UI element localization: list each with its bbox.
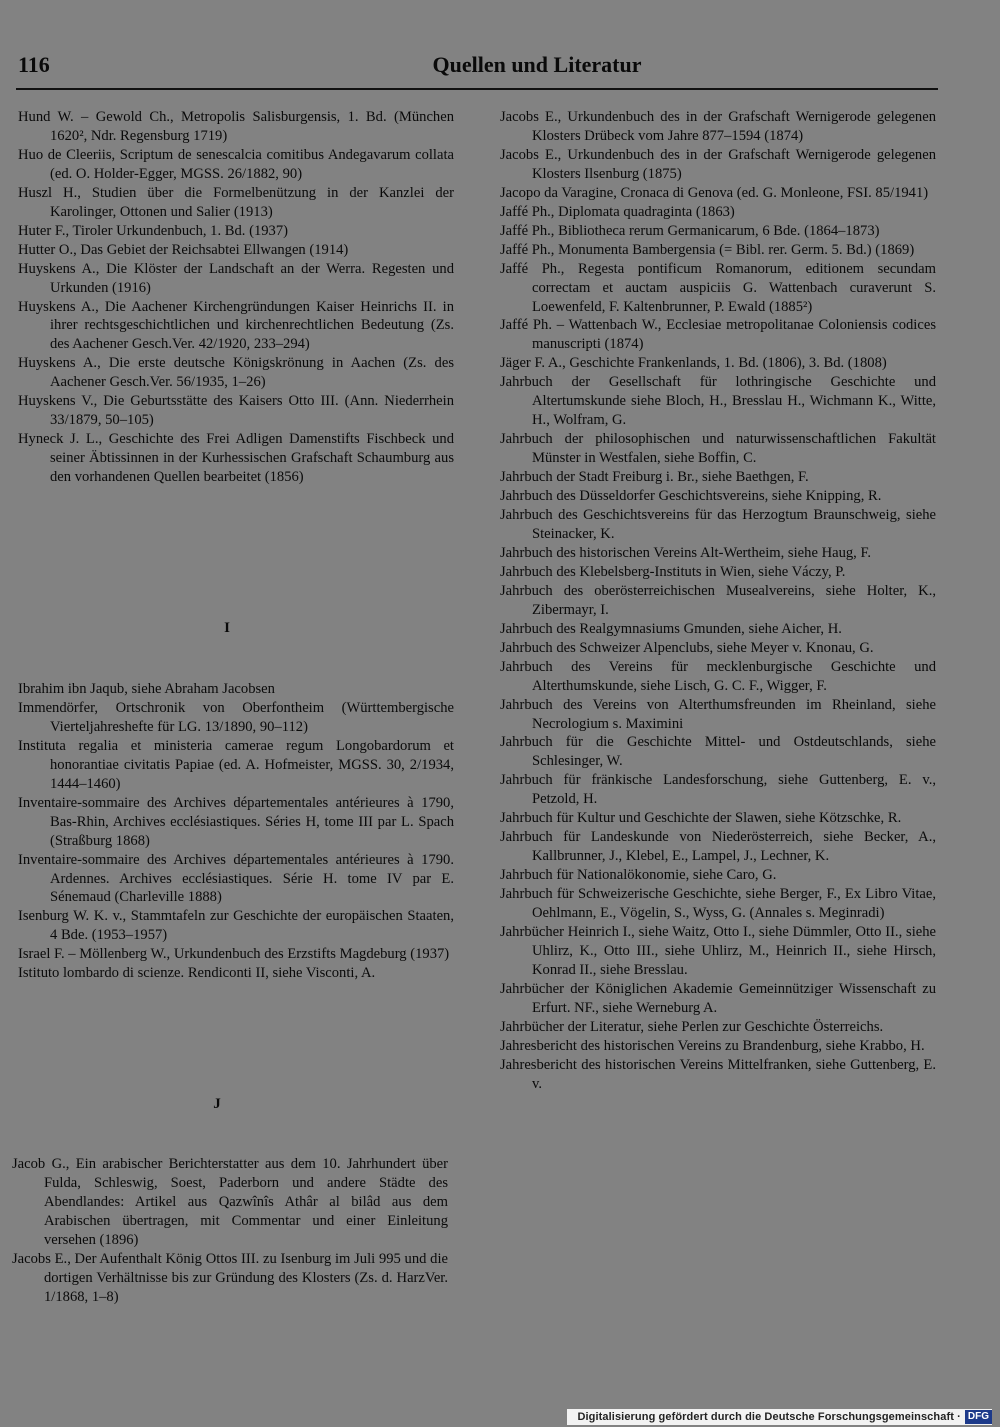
bibliography-entry: Jacobs E., Der Aufenthalt König Ottos III. zu Isenburg im Juli 995 und die dortigen Verhältnisse bis zur Gründung des Klosters (Zs. d. HarzVer. 1/1868, 1–8) (12, 1250, 448, 1305)
bibliography-entry: Jahrbuch des historischen Vereins Alt-Wertheim, siehe Haug, F. (500, 544, 872, 561)
bibliography-entry: Jahrbuch für die Geschichte Mittel- und Ostdeutschlands, siehe Schlesinger, W. (500, 734, 936, 770)
bibliography-entry: Israel F. – Möllenberg W., Urkundenbuch des Erzstifts Magdeburg (1937) (18, 946, 450, 963)
bibliography-entry: Huter F., Tiroler Urkundenbuch, 1. Bd. (1937) (18, 222, 289, 239)
bibliography-entry: Jahresbericht des historischen Vereins Mittelfranken, siehe Guttenberg, E. v. (500, 1056, 936, 1092)
bibliography-entry: Jahrbuch der Stadt Freiburg i. Br., siehe Baethgen, F. (500, 469, 809, 486)
left-column-i (18, 680, 454, 983)
bibliography-entry: Istituto lombardo di scienze. Rendiconti II, siehe Visconti, A. (18, 965, 376, 982)
section-heading-j: J (213, 1096, 221, 1112)
bibliography-entry: Jaffé Ph., Diplomata quadraginta (1863) (500, 203, 735, 220)
bibliography-entry: Jahrbuch für Kultur und Geschichte der Slawen, siehe Kötzschke, R. (500, 810, 902, 827)
bibliography-entry: Jahresbericht des historischen Vereins zu Brandenburg, siehe Krabbo, H. (500, 1037, 925, 1054)
entries-h (18, 108, 454, 487)
bibliography-entry: Jaffé Ph., Bibliotheca rerum Germanicarum, 6 Bde. (1864–1873) (500, 222, 880, 239)
bibliography-entry: Inventaire-sommaire des Archives départementales antérieures à 1790, Bas-Rhin, Archives ecclésiastiques. Séries H, tome III par L. Spach (Straßburg 1868) (18, 794, 454, 849)
bibliography-entry: Jahrbuch des oberösterreichischen Musealvereins, siehe Holter, K., Zibermayr, I. (500, 582, 936, 618)
bibliography-entry: Huszl H., Studien über die Formelbenützung in der Kanzlei der Karolinger, Ottonen und Salier (1913) (18, 184, 454, 220)
bibliography-entry: Jäger F. A., Geschichte Frankenlands, 1. Bd. (1806), 3. Bd. (1808) (500, 355, 887, 372)
bibliography-entry: Jaffé Ph. – Wattenbach W., Ecclesiae metropolitanae Coloniensis codices manuscripti (1874) (500, 317, 936, 353)
bibliography-entry: Jahrbuch für Landeskunde von Niederösterreich, siehe Becker, A., Kallbrunner, J., Klebel, E., Lampel, J., Lechner, K. (500, 829, 936, 865)
bibliography-entry: Jahrbücher der Literatur, siehe Perlen zur Geschichte Österreichs. (500, 1018, 884, 1035)
bibliography-entry: Instituta regalia et ministeria camerae regum Longobardorum et honorantiae civitatis Papiae (ed. A. Hofmeister, MGSS. 30, 2/1934, 1444–1460) (18, 737, 454, 792)
bibliography-entry: Immendörfer, Ortschronik von Oberfontheim (Württembergische Vierteljahreshefte für LG. 13/1890, 90–112) (18, 699, 454, 735)
bibliography-entry: Huyskens V., Die Geburtsstätte des Kaisers Otto III. (Ann. Niederrhein 33/1879, 50–105) (18, 393, 454, 429)
bibliography-entry: Jahrbuch der Gesellschaft für lothringische Geschichte und Altertumskunde siehe Bloch, H., Bresslau H., Wichmann K., Witte, H., Wolfram, G. (500, 374, 936, 429)
bibliography-entry: Hyneck J. L., Geschichte des Frei Adligen Damenstifts Fischbeck und seiner Äbtissinnen in der Kurhessischen Grafschaft Schaumburg aus den vorhandenen Quellen bearbeitet (1856) (18, 431, 454, 486)
entries-j (12, 1155, 448, 1307)
bibliography-entry: Huo de Cleeriis, Scriptum de senescalcia comitibus Andegavarum collata (ed. O. Holder-Egger, MGSS. 26/1882, 90) (18, 146, 454, 182)
bibliography-entry: Jacob G., Ein arabischer Berichterstatter aus dem 10. Jahrhundert über Fulda, Schleswig, Soest, Paderborn und andere Städte des Abendlandes: Artikel aus Qazwînîs Athâr al bilâd aus dem Arabischen übertragen, mit Commentar und einer Einleitung versehen (1896) (12, 1156, 448, 1248)
bibliography-entry: Huyskens A., Die erste deutsche Königskrönung in Aachen (Zs. des Aachener Gesch.Ver. 56/1935, 1–26) (18, 355, 454, 391)
footer-banner (567, 1409, 992, 1425)
left-column-j (12, 1155, 448, 1307)
bibliography-entry: Jahrbuch des Schweizer Alpenclubs, siehe Meyer v. Knonau, G. (500, 639, 874, 656)
bibliography-entry: Jacobs E., Urkundenbuch des in der Grafschaft Wernigerode gelegenen Klosters Ilsenburg (1875) (500, 146, 936, 182)
entries-right (500, 108, 936, 1094)
bibliography-entry: Jaffé Ph., Regesta pontificum Romanorum, editionem secundam correctam et auctam auspiciis G. Wattenbach curaverunt S. Loewenfeld, F. Kaltenbrunner, P. Ewald (1885²) (500, 260, 936, 315)
bibliography-entry: Jahrbuch der philosophischen und naturwissenschaftlichen Fakultät Münster in Westfalen, siehe Boffin, C. (500, 431, 936, 467)
page-header (16, 52, 938, 90)
bibliography-entry: Jahrbuch für fränkische Landesforschung, siehe Guttenberg, E. v., Petzold, H. (500, 772, 936, 808)
bibliography-entry: Hund W. – Gewold Ch., Metropolis Salisburgensis, 1. Bd. (München 1620², Ndr. Regensburg 1719) (18, 109, 454, 144)
bibliography-entry: Jahrbücher der Königlichen Akademie Gemeinnütziger Wissenschaft zu Erfurt. NF., siehe Werneburg A. (500, 980, 936, 1016)
dfg-logo: DFG (965, 1410, 992, 1424)
bibliography-entry: Isenburg W. K. v., Stammtafeln zur Geschichte der europäischen Staaten, 4 Bde. (1953–1957) (18, 908, 454, 944)
entries-i (18, 680, 454, 983)
bibliography-entry: Jacopo da Varagine, Cronaca di Genova (ed. G. Monleone, FSI. 85/1941) (500, 184, 929, 201)
page-number: 116 (18, 52, 50, 77)
bibliography-entry: Jacobs E., Urkundenbuch des in der Grafschaft Wernigerode gelegenen Klosters Drübeck vom Jahre 877–1594 (1874) (500, 109, 936, 144)
bibliography-entry: Jahrbuch für Schweizerische Geschichte, siehe Berger, F., Ex Libro Vitae, Oehlmann, E., Vögelin, S., Wyss, G. (Annales s. Meginradi) (500, 886, 936, 922)
bibliography-entry: Jahrbuch des Realgymnasiums Gmunden, siehe Aicher, H. (500, 620, 842, 637)
section-heading-i: I (224, 620, 230, 636)
bibliography-entry: Jahrbuch des Klebelsberg-Instituts in Wien, siehe Váczy, P. (500, 563, 846, 580)
bibliography-entry: Huyskens A., Die Aachener Kirchengründungen Kaiser Heinrichs II. in ihrer rechtsgeschichtlichen und kirchenrechtlichen Bedeutung (Zs. des Aachener Gesch.Ver. 42/1920, 233–294) (18, 298, 454, 353)
running-title: Quellen und Literatur (432, 52, 642, 77)
bibliography-entry: Ibrahim ibn Jaqub, siehe Abraham Jacobsen (18, 681, 275, 697)
bibliography-entry: Jahrbuch des Vereins von Alterthumsfreunden im Rheinland, siehe Necrologium s. Maximini (500, 696, 936, 732)
bibliography-entry: Huyskens A., Die Klöster der Landschaft an der Werra. Regesten und Urkunden (1916) (18, 260, 454, 296)
left-column (18, 108, 454, 487)
bibliography-entry: Jahrbücher Heinrich I., siehe Waitz, Otto I., siehe Dümmler, Otto II., siehe Uhlirz, K., Otto III., siehe Uhlirz, M., Heinrich II., siehe Hirsch, Konrad II., siehe Bresslau. (500, 923, 936, 978)
bibliography-entry: Hutter O., Das Gebiet der Reichsabtei Ellwangen (1914) (18, 241, 349, 258)
bibliography-entry: Jaffé Ph., Monumenta Bambergensia (= Bibl. rer. Germ. 5. Bd.) (1869) (500, 241, 915, 258)
bibliography-entry: Jahrbuch des Geschichtsvereins für das Herzogtum Braunschweig, siehe Steinacker, K. (500, 507, 936, 542)
bibliography-entry: Jahrbuch des Vereins für mecklenburgische Geschichte und Alterthumskunde, siehe Lisch, G. C. F., Wigger, F. (500, 658, 936, 694)
right-column (500, 108, 936, 1094)
bibliography-entry: Inventaire-sommaire des Archives départementales antérieures à 1790. Ardennes. Archives ecclésiastiques. Série H. tome IV par E. Sénemaud (Charleville 1888) (18, 851, 454, 906)
footer-credit: Digitalisierung gefördert durch die Deutsche Forschungsgemeinschaft · (577, 1411, 961, 1423)
bibliography-entry: Jahrbuch des Düsseldorfer Geschichtsvereins, siehe Knipping, R. (500, 488, 882, 505)
bibliography-entry: Jahrbuch für Nationalökonomie, siehe Caro, G. (500, 867, 777, 884)
